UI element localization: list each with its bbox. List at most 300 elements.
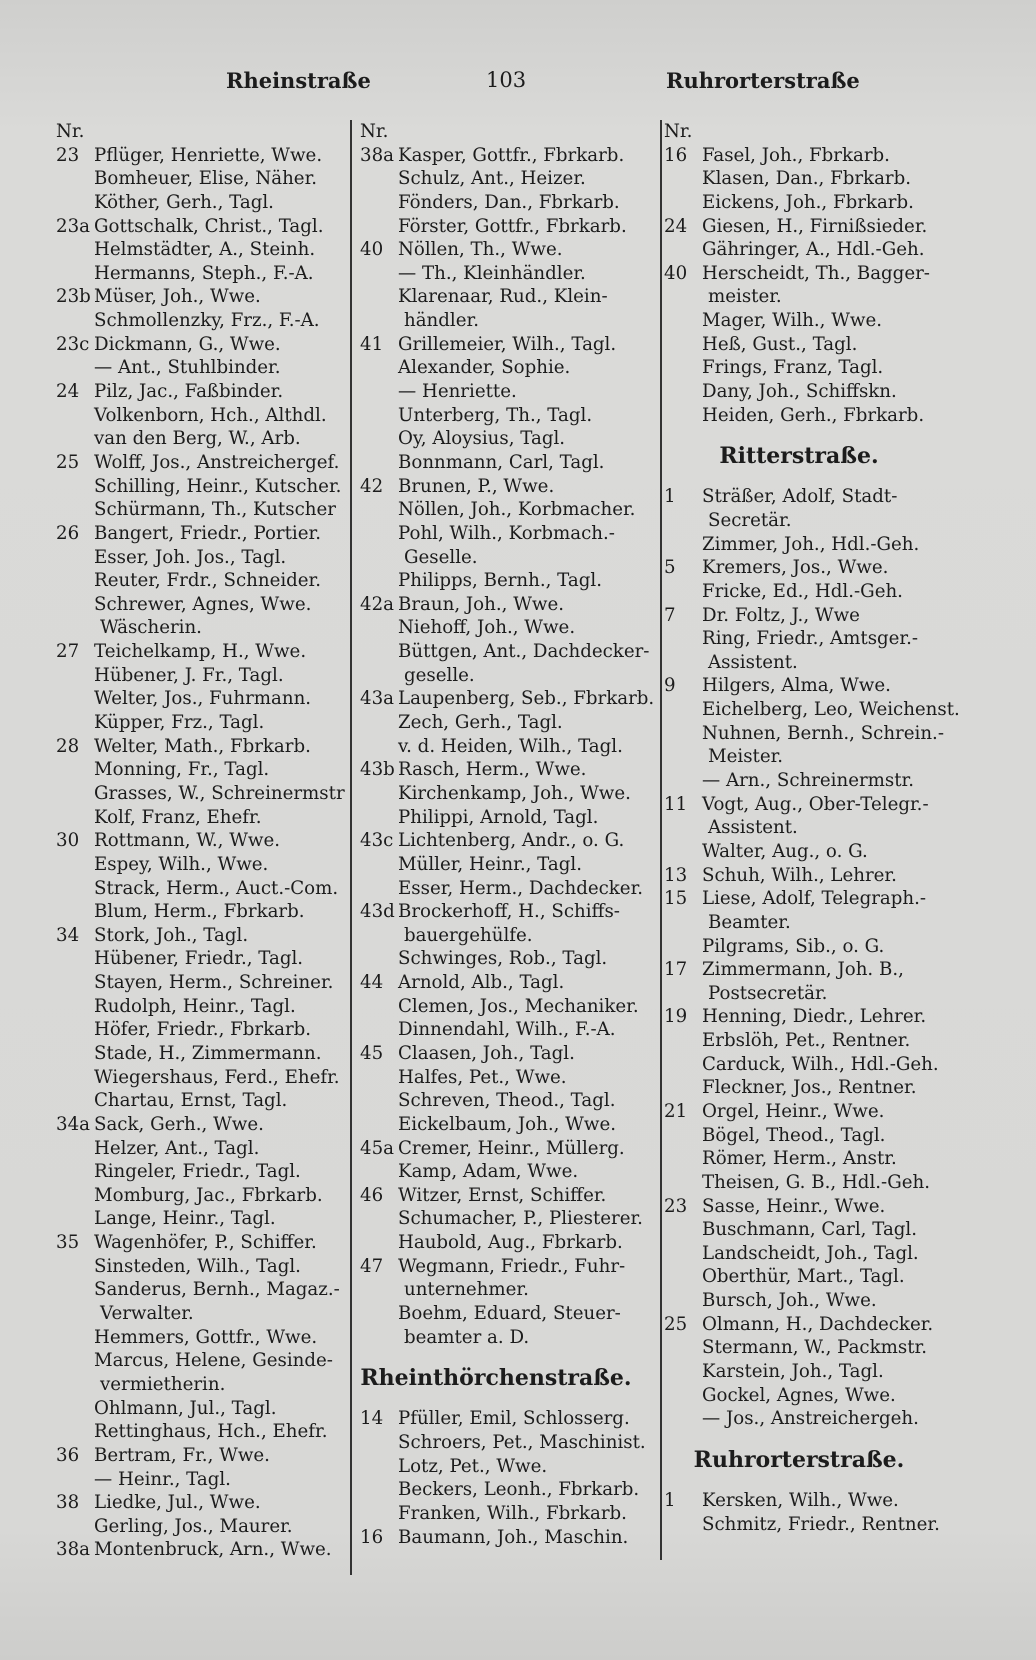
resident-text: Marcus, Helene, Gesinde- [94, 1350, 333, 1372]
directory-entry [56, 1468, 348, 1492]
resident-text: Olmann, H., Dachdecker. [702, 1313, 934, 1335]
directory-entry [56, 900, 348, 924]
directory-entry [56, 947, 348, 971]
house-number: 47 [360, 1255, 384, 1277]
directory-entry [664, 604, 964, 628]
directory-entry [360, 522, 652, 546]
directory-entry [56, 1420, 348, 1444]
directory-entry [360, 427, 652, 451]
directory-entry [664, 982, 964, 1006]
directory-entry [56, 451, 348, 475]
directory-entry [360, 829, 652, 853]
house-number: 21 [664, 1100, 688, 1122]
directory-entry [664, 651, 964, 675]
house-number: 38a [360, 144, 394, 166]
page-number: 103 [486, 68, 527, 92]
directory-entry [664, 1242, 964, 1266]
resident-text: Sack, Gerh., Wwe. [94, 1113, 264, 1135]
resident-text: Geselle. [404, 546, 478, 568]
resident-text: Esser, Joh. Jos., Tagl. [94, 546, 287, 568]
directory-entry [56, 285, 348, 309]
house-number: 14 [360, 1408, 384, 1430]
directory-entry [360, 309, 652, 333]
directory-entry [360, 1326, 652, 1350]
resident-text: Witzer, Ernst, Schiffer. [398, 1184, 607, 1206]
directory-entry [56, 1184, 348, 1208]
directory-entry [56, 1089, 348, 1113]
resident-text: Momburg, Jac., Fbrkarb. [94, 1184, 323, 1206]
directory-entry [360, 1431, 652, 1455]
directory-entry [664, 793, 964, 817]
directory-entry [56, 1255, 348, 1279]
directory-entry [360, 191, 652, 215]
directory-entry [664, 1313, 964, 1337]
directory-entry [664, 674, 964, 698]
directory-entry [360, 333, 652, 357]
resident-text: Haubold, Aug., Fbrkarb. [398, 1232, 623, 1254]
directory-entry [360, 167, 652, 191]
directory-entry [360, 1231, 652, 1255]
resident-text: Arnold, Alb., Tagl. [398, 972, 565, 994]
resident-text: Assistent. [708, 817, 798, 839]
directory-entry [360, 1113, 652, 1137]
resident-text: Henning, Diedr., Lehrer. [702, 1006, 927, 1028]
house-number: 42a [360, 593, 394, 615]
resident-text: Niehoff, Joh., Wwe. [398, 617, 576, 639]
resident-text: Strack, Herm., Auct.-Com. [94, 877, 339, 899]
directory-entry [664, 1124, 964, 1148]
column-divider [660, 120, 662, 1560]
resident-text: Beamter. [708, 911, 791, 933]
directory-entry [664, 1407, 964, 1431]
directory-entry [56, 782, 348, 806]
resident-text: Eickens, Joh., Fbrkarb. [702, 191, 914, 213]
street-heading: Ruhrorterstraße. [693, 1446, 905, 1473]
house-number: 36 [56, 1444, 80, 1466]
house-number: 23a [56, 215, 90, 237]
resident-text: händler. [404, 310, 479, 332]
directory-entry [664, 1076, 964, 1100]
resident-text: Braun, Joh., Wwe. [398, 593, 564, 615]
directory-entry [56, 758, 348, 782]
directory-entry [664, 1336, 964, 1360]
house-number: 44 [360, 972, 384, 994]
resident-text: Welter, Math., Fbrkarb. [94, 735, 311, 757]
resident-text: Wegmann, Friedr., Fuhr- [398, 1255, 626, 1277]
directory-entry [664, 509, 964, 533]
directory-entry [56, 687, 348, 711]
directory-entry [56, 1538, 348, 1562]
resident-text: Gockel, Agnes, Wwe. [702, 1384, 896, 1406]
resident-text: Claasen, Joh., Tagl. [398, 1042, 575, 1064]
directory-entry [360, 262, 652, 286]
resident-text: Stade, H., Zimmermann. [94, 1042, 322, 1064]
resident-text: beamter a. D. [404, 1326, 530, 1348]
resident-text: Monning, Fr., Tagl. [94, 759, 270, 781]
resident-text: Müser, Joh., Wwe. [94, 286, 261, 308]
house-number: 1 [664, 486, 676, 508]
resident-text: Clemen, Jos., Mechaniker. [398, 995, 639, 1017]
directory-entry [360, 664, 652, 688]
directory-entry [664, 816, 964, 840]
resident-text: Gottschalk, Christ., Tagl. [94, 215, 324, 237]
directory-entry [664, 404, 964, 428]
directory-entry [56, 1373, 348, 1397]
resident-text: Chartau, Ernst, Tagl. [94, 1090, 288, 1112]
resident-text: Müller, Heinr., Tagl. [398, 853, 582, 875]
directory-entry [664, 1360, 964, 1384]
directory-entry [360, 971, 652, 995]
directory-entry [56, 1207, 348, 1231]
directory-entry [664, 285, 964, 309]
directory-entry [664, 1513, 964, 1537]
house-number: 46 [360, 1184, 384, 1206]
directory-entry [360, 853, 652, 877]
resident-text: Hemmers, Gottfr., Wwe. [94, 1326, 318, 1348]
directory-entry [56, 1160, 348, 1184]
resident-text: Teichelkamp, H., Wwe. [94, 641, 307, 663]
house-number: 43a [360, 688, 394, 710]
directory-entry [56, 616, 348, 640]
resident-text: Helmstädter, A., Steinh. [94, 239, 316, 261]
directory-entry [56, 120, 348, 144]
house-number: 38 [56, 1492, 80, 1514]
resident-text: van den Berg, W., Arb. [94, 428, 301, 450]
directory-entry [56, 995, 348, 1019]
directory-entry [56, 1397, 348, 1421]
resident-text: Klasen, Dan., Fbrkarb. [702, 168, 912, 190]
house-number: 23c [56, 333, 90, 355]
directory-entry [360, 498, 652, 522]
house-number: 43d [360, 901, 395, 923]
resident-text: Nöllen, Th., Wwe. [398, 239, 563, 261]
resident-text: Grasses, W., Schreinermstr [94, 782, 345, 804]
directory-entry [664, 120, 964, 144]
house-number: 45a [360, 1137, 394, 1159]
directory-entry [664, 745, 964, 769]
directory-entry [664, 769, 964, 793]
directory-entry [56, 1349, 348, 1373]
directory-entry [360, 877, 652, 901]
directory-entry [360, 238, 652, 262]
resident-text: Bertram, Fr., Wwe. [94, 1444, 270, 1466]
directory-entry [56, 806, 348, 830]
directory-entry [56, 829, 348, 853]
directory-entry [664, 840, 964, 864]
directory-entry [360, 1018, 652, 1042]
resident-text: Förster, Gottfr., Fbrkarb. [398, 215, 627, 237]
directory-entry [360, 1207, 652, 1231]
directory-entry [664, 1289, 964, 1313]
house-number: 23 [664, 1195, 688, 1217]
directory-entry [360, 711, 652, 735]
directory-entry [664, 191, 964, 215]
resident-text: Sinsteden, Wilh., Tagl. [94, 1255, 301, 1277]
resident-text: Rudolph, Heinr., Tagl. [94, 995, 296, 1017]
resident-text: Hübener, J. Fr., Tagl. [94, 664, 284, 686]
resident-text: Dany, Joh., Schiffskn. [702, 381, 897, 403]
resident-text: Büttgen, Ant., Dachdecker- [398, 641, 650, 663]
directory-entry [56, 1042, 348, 1066]
resident-text: Carduck, Wilh., Hdl.-Geh. [702, 1053, 939, 1075]
directory-entry [664, 1005, 964, 1029]
resident-text: Reuter, Frdr., Schneider. [94, 570, 322, 592]
house-number: 30 [56, 830, 80, 852]
resident-text: Meister. [708, 746, 784, 768]
directory-entry [360, 616, 652, 640]
resident-text: Bögel, Theod., Tagl. [702, 1124, 886, 1146]
resident-text: Beckers, Leonh., Fbrkarb. [398, 1479, 640, 1501]
resident-text: Buschmann, Carl, Tagl. [702, 1219, 918, 1241]
resident-text: Hilgers, Alma, Wwe. [702, 675, 891, 697]
resident-text: Frings, Franz, Tagl. [702, 357, 884, 379]
resident-text: Rettinghaus, Hch., Ehefr. [94, 1421, 328, 1443]
directory-entry [360, 1526, 652, 1550]
directory-entry [56, 640, 348, 664]
resident-text: Gähringer, A., Hdl.-Geh. [702, 239, 925, 261]
resident-text: Kirchenkamp, Joh., Wwe. [398, 782, 631, 804]
directory-entry [664, 356, 964, 380]
resident-text: Rottmann, W., Wwe. [94, 830, 281, 852]
resident-text: Karstein, Joh., Tagl. [702, 1361, 884, 1383]
directory-entry [360, 451, 652, 475]
directory-entry [56, 380, 348, 404]
directory-entry [56, 167, 348, 191]
directory-entry [56, 522, 348, 546]
resident-text: Ohlmann, Jul., Tagl. [94, 1397, 277, 1419]
directory-entry [664, 1195, 964, 1219]
house-number: 9 [664, 675, 676, 697]
house-number: 23b [56, 286, 91, 308]
resident-text: Welter, Jos., Fuhrmann. [94, 688, 312, 710]
resident-text: Espey, Wilh., Wwe. [94, 853, 269, 875]
house-number: 28 [56, 735, 80, 757]
resident-text: Schwinges, Rob., Tagl. [398, 948, 608, 970]
directory-entry [56, 1444, 348, 1468]
resident-text: Rasch, Herm., Wwe. [398, 759, 587, 781]
page-header [56, 68, 976, 102]
resident-text: Eichelberg, Leo, Weichenst. [702, 699, 960, 721]
resident-text: Dinnendahl, Wilh., F.-A. [398, 1019, 616, 1041]
resident-text: Bonnmann, Carl, Tagl. [398, 451, 605, 473]
resident-text: Schulz, Ant., Heizer. [398, 168, 586, 190]
directory-entry [56, 427, 348, 451]
directory-entry [56, 664, 348, 688]
directory-entry [56, 1231, 348, 1255]
resident-text: Halfes, Pet., Wwe. [398, 1066, 567, 1088]
directory-entry [360, 687, 655, 711]
house-number: 34 [56, 924, 80, 946]
house-number: 45 [360, 1042, 384, 1064]
resident-text: Orgel, Heinr., Wwe. [702, 1100, 885, 1122]
directory-entry [56, 877, 348, 901]
resident-text: meister. [708, 286, 782, 308]
directory-entry [664, 1265, 964, 1289]
resident-text: Pflüger, Henriette, Wwe. [94, 144, 323, 166]
directory-entry [664, 333, 964, 357]
resident-text: Heß, Gust., Tagl. [702, 333, 858, 355]
resident-text: Eickelbaum, Joh., Wwe. [398, 1113, 616, 1135]
resident-text: bauergehülfe. [404, 924, 533, 946]
resident-text: Wiegershaus, Ferd., Ehefr. [94, 1066, 340, 1088]
resident-text: — Th., Kleinhändler. [398, 262, 586, 284]
house-number: 11 [664, 793, 688, 815]
house-number: 23 [56, 144, 80, 166]
resident-text: Bomheuer, Elise, Näher. [94, 168, 318, 190]
directory-entry [360, 404, 652, 428]
directory-entry [360, 1502, 652, 1526]
resident-text: Laupenberg, Seb., Fbrkarb. [398, 688, 655, 710]
resident-text: Sträßer, Adolf, Stadt- [702, 486, 898, 508]
resident-text: Philipps, Bernh., Tagl. [398, 570, 602, 592]
house-number: 34a [56, 1113, 90, 1135]
resident-text: Wolff, Jos., Anstreichergef. [94, 451, 340, 473]
directory-entry [56, 924, 348, 948]
house-number: 15 [664, 888, 688, 910]
house-number: 41 [360, 333, 384, 355]
resident-text: Zech, Gerh., Tagl. [398, 712, 563, 734]
directory-entry [56, 262, 348, 286]
house-number: 35 [56, 1232, 80, 1254]
header-street-left: Rheinstraße [226, 68, 371, 93]
resident-text: Schmitz, Friedr., Rentner. [702, 1513, 940, 1535]
house-number: 16 [664, 144, 688, 166]
resident-text: Pilz, Jac., Faßbinder. [94, 381, 284, 403]
directory-entry [360, 924, 652, 948]
resident-text: Fricke, Ed., Hdl.-Geh. [702, 580, 903, 602]
header-street-right: Ruhrorterstraße [666, 68, 860, 93]
resident-text: Stork, Joh., Tagl. [94, 924, 249, 946]
directory-entry [360, 640, 652, 664]
resident-text: Fasel, Joh., Fbrkarb. [702, 144, 890, 166]
resident-text: Zimmer, Joh., Hdl.-Geh. [702, 533, 920, 555]
directory-entry [360, 1302, 652, 1326]
resident-text: — Henriette. [398, 381, 517, 403]
street-heading: Ritterstraße. [719, 443, 879, 470]
directory-entry [56, 215, 348, 239]
resident-text: Pfüller, Emil, Schlosserg. [398, 1408, 630, 1430]
directory-entry [360, 546, 652, 570]
house-number: 19 [664, 1006, 688, 1028]
directory-entry [664, 1029, 964, 1053]
directory-entry [664, 627, 964, 651]
resident-text: Römer, Herm., Anstr. [702, 1148, 897, 1170]
house-number: 17 [664, 959, 688, 981]
directory-entry [664, 215, 964, 239]
directory-entry [56, 853, 348, 877]
directory-entry [56, 1137, 348, 1161]
resident-text: Zimmermann, Joh. B., [702, 959, 904, 981]
directory-entry [360, 1478, 652, 1502]
directory-entry [56, 1326, 348, 1350]
house-number: 25 [664, 1313, 688, 1335]
resident-text: Hübener, Friedr., Tagl. [94, 948, 304, 970]
directory-entry [664, 935, 964, 959]
directory-entry [664, 380, 964, 404]
directory-entry [56, 1066, 348, 1090]
house-number: Nr. [664, 121, 693, 142]
resident-text: Küpper, Frz., Tagl. [94, 712, 265, 734]
resident-text: Herscheidt, Th., Bagger- [702, 262, 930, 284]
resident-text: Esser, Herm., Dachdecker. [398, 877, 644, 899]
street-heading: Rheinthörchenstraße. [360, 1365, 632, 1392]
directory-entry [664, 556, 964, 580]
resident-text: Giesen, H., Firnißsieder. [702, 215, 928, 237]
resident-text: Hermanns, Steph., F.-A. [94, 262, 314, 284]
resident-text: Erbslöh, Pet., Rentner. [702, 1030, 911, 1052]
resident-text: Montenbruck, Arn., Wwe. [94, 1539, 332, 1561]
resident-text: Walter, Aug., o. G. [702, 840, 868, 862]
resident-text: Mager, Wilh., Wwe. [702, 310, 882, 332]
resident-text: Bangert, Friedr., Portier. [94, 522, 321, 544]
directory-entry [360, 1278, 652, 1302]
house-number: 38a [56, 1539, 90, 1561]
house-number: 26 [56, 522, 80, 544]
resident-text: Sanderus, Bernh., Magaz.- [94, 1279, 340, 1301]
resident-text: Schreven, Theod., Tagl. [398, 1090, 616, 1112]
directory-entry [56, 1515, 348, 1539]
directory-entry [360, 900, 652, 924]
house-number: 1 [664, 1489, 676, 1511]
resident-text: Liedke, Jul., Wwe. [94, 1492, 261, 1514]
resident-text: Gerling, Jos., Maurer. [94, 1515, 293, 1537]
house-number: Nr. [56, 121, 85, 142]
house-number: 27 [56, 641, 80, 663]
resident-text: Brunen, P., Wwe. [398, 475, 555, 497]
resident-text: Postsecretär. [708, 982, 828, 1004]
resident-text: Oberthür, Mart., Tagl. [702, 1266, 905, 1288]
directory-entry [56, 569, 348, 593]
house-number: 16 [360, 1526, 384, 1548]
directory-entry [360, 947, 652, 971]
directory-entry [360, 569, 652, 593]
resident-text: Franken, Wilh., Fbrkarb. [398, 1502, 627, 1524]
directory-entry [56, 238, 348, 262]
directory-entry [360, 995, 652, 1019]
directory-entry [664, 238, 964, 262]
resident-text: Lange, Heinr., Tagl. [94, 1208, 276, 1230]
house-number: 24 [56, 381, 80, 403]
house-number: 42 [360, 475, 384, 497]
directory-entry [56, 1302, 348, 1326]
resident-text: Kremers, Jos., Wwe. [702, 557, 889, 579]
house-number: 43c [360, 830, 394, 852]
directory-entry [360, 1160, 652, 1184]
resident-text: Schilling, Heinr., Kutscher. [94, 475, 342, 497]
directory-entry [56, 593, 348, 617]
directory-entry [56, 711, 348, 735]
directory-entry [360, 1455, 652, 1479]
resident-text: Kamp, Adam, Wwe. [398, 1161, 579, 1183]
directory-entry [360, 120, 652, 144]
resident-text: Schrewer, Agnes, Wwe. [94, 593, 312, 615]
resident-text: Klarenaar, Rud., Klein- [398, 286, 608, 308]
directory-entry [664, 533, 964, 557]
resident-text: Dickmann, G., Wwe. [94, 333, 281, 355]
resident-text: Höfer, Friedr., Fbrkarb. [94, 1019, 312, 1041]
resident-text: — Heinr., Tagl. [94, 1468, 231, 1490]
resident-text: Ringeler, Friedr., Tagl. [94, 1161, 301, 1183]
directory-entry [360, 1042, 652, 1066]
resident-text: — Ant., Stuhlbinder. [94, 357, 281, 379]
directory-entry [360, 144, 652, 168]
resident-text: — Arn., Schreinermstr. [702, 770, 915, 792]
directory-entry [56, 144, 348, 168]
house-number: 40 [360, 239, 384, 261]
directory-entry [360, 285, 652, 309]
resident-text: vermietherin. [100, 1373, 226, 1395]
resident-text: Fönders, Dan., Fbrkarb. [398, 191, 620, 213]
